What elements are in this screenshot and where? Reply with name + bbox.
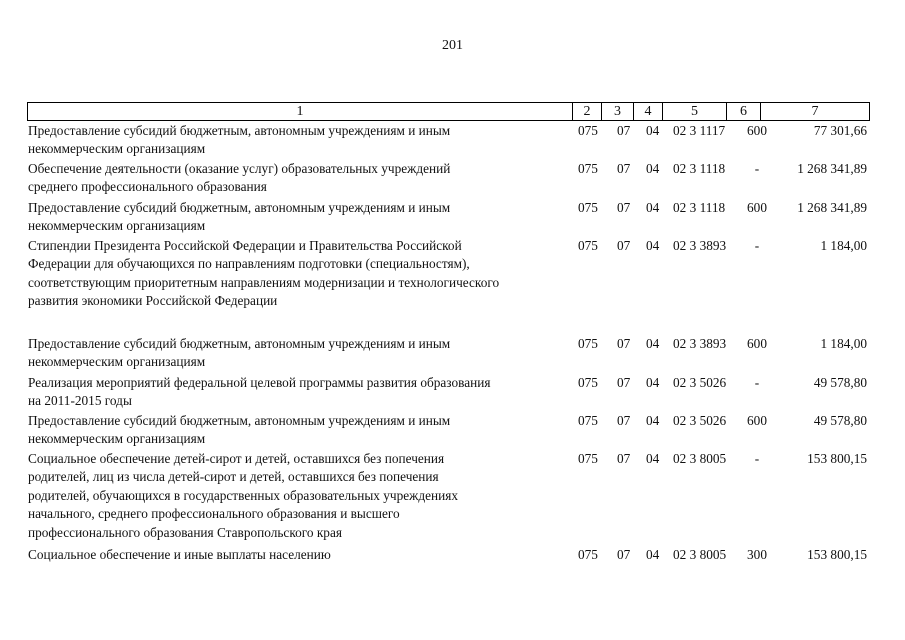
table-row bbox=[0, 122, 905, 160]
row-target-code: 02 3 1118 bbox=[673, 161, 726, 176]
row-section: 07 bbox=[617, 123, 631, 138]
row-amount: 1 268 341,89 bbox=[797, 161, 867, 176]
table-row bbox=[0, 450, 905, 546]
row-description: Социальное обеспечение детей-сирот и детей, оставшихся без попечения родителей, лиц из числа детей-сирот и детей, оставшихся без попечения родителей, обучающихся в государственных образовательных учреждениях начального, среднего профессионального образования и высшего профессионального образования Ставропольского края bbox=[28, 451, 458, 540]
row-amount: 153 800,15 bbox=[807, 451, 867, 466]
table-row bbox=[0, 374, 905, 412]
row-target-code: 02 3 5026 bbox=[673, 413, 727, 428]
row-section: 07 bbox=[617, 161, 631, 176]
row-expense-type: - bbox=[754, 451, 760, 466]
row-expense-type: 600 bbox=[747, 123, 767, 138]
table-body bbox=[0, 122, 905, 566]
row-description: Предоставление субсидий бюджетным, автономным учреждениям и иным некоммерческим организациям bbox=[28, 336, 451, 370]
row-section: 07 bbox=[617, 238, 631, 253]
page-number: 201 bbox=[442, 38, 463, 53]
row-ministry-code: 075 bbox=[578, 336, 598, 351]
row-target-code: 02 3 8005 bbox=[673, 547, 727, 562]
row-ministry-code: 075 bbox=[578, 375, 598, 390]
row-amount: 49 578,80 bbox=[813, 375, 867, 390]
row-description: Социальное обеспечение и иные выплаты населению bbox=[28, 547, 331, 562]
row-target-code: 02 3 5026 bbox=[673, 375, 727, 390]
row-subsection: 04 bbox=[646, 336, 660, 351]
row-target-code: 02 3 8005 bbox=[673, 451, 727, 466]
table-row bbox=[0, 335, 905, 374]
row-target-code: 02 3 1118 bbox=[673, 200, 726, 215]
row-section: 07 bbox=[617, 413, 631, 428]
header-col-2: 2 bbox=[573, 103, 602, 120]
row-amount: 1 184,00 bbox=[820, 336, 867, 351]
row-ministry-code: 075 bbox=[578, 123, 598, 138]
header-col-3: 3 bbox=[602, 103, 634, 120]
row-subsection: 04 bbox=[646, 238, 660, 253]
row-description: Реализация мероприятий федеральной целевой программы развития образования на 2011-2015 годы bbox=[28, 375, 491, 409]
table-row bbox=[0, 160, 905, 199]
row-section: 07 bbox=[617, 336, 631, 351]
row-subsection: 04 bbox=[646, 200, 660, 215]
table-row bbox=[0, 412, 905, 450]
row-section: 07 bbox=[617, 375, 631, 390]
row-description: Предоставление субсидий бюджетным, автономным учреждениям и иным некоммерческим организациям bbox=[28, 123, 451, 157]
row-amount: 49 578,80 bbox=[813, 413, 867, 428]
row-amount: 1 268 341,89 bbox=[797, 200, 867, 215]
row-target-code: 02 3 1117 bbox=[673, 123, 726, 138]
table-row bbox=[0, 199, 905, 237]
table-header bbox=[27, 102, 870, 121]
row-subsection: 04 bbox=[646, 375, 660, 390]
row-expense-type: - bbox=[754, 375, 760, 390]
row-description: Стипендии Президента Российской Федерации и Правительства Российской Федерации для обучающихся по направлениям подготовки (специальностям), соответствующим приоритетным направлениям модернизации и технологического развития экономики Российской Федерации bbox=[28, 238, 500, 309]
row-subsection: 04 bbox=[646, 547, 660, 562]
row-ministry-code: 075 bbox=[578, 200, 598, 215]
row-description: Обеспечение деятельности (оказание услуг) образовательных учреждений среднего профессионального образования bbox=[28, 161, 451, 195]
row-section: 07 bbox=[617, 547, 631, 562]
header-col-5: 5 bbox=[663, 103, 727, 120]
row-target-code: 02 3 3893 bbox=[673, 336, 727, 351]
row-expense-type: 600 bbox=[747, 336, 767, 351]
row-section: 07 bbox=[617, 451, 631, 466]
row-subsection: 04 bbox=[646, 413, 660, 428]
header-col-4: 4 bbox=[634, 103, 663, 120]
row-ministry-code: 075 bbox=[578, 161, 598, 176]
header-col-1: 1 bbox=[28, 103, 573, 120]
row-expense-type: 600 bbox=[747, 413, 767, 428]
row-section: 07 bbox=[617, 200, 631, 215]
row-subsection: 04 bbox=[646, 451, 660, 466]
row-ministry-code: 075 bbox=[578, 238, 598, 253]
header-col-6: 6 bbox=[727, 103, 761, 120]
row-target-code: 02 3 3893 bbox=[673, 238, 727, 253]
row-description: Предоставление субсидий бюджетным, автономным учреждениям и иным некоммерческим организациям bbox=[28, 413, 451, 447]
row-subsection: 04 bbox=[646, 123, 660, 138]
row-expense-type: 600 bbox=[747, 200, 767, 215]
row-ministry-code: 075 bbox=[578, 413, 598, 428]
table-row bbox=[0, 546, 905, 566]
header-col-7: 7 bbox=[811, 104, 819, 119]
row-amount: 1 184,00 bbox=[820, 238, 867, 253]
row-ministry-code: 075 bbox=[578, 451, 598, 466]
table-row bbox=[0, 237, 905, 335]
row-expense-type: 300 bbox=[747, 547, 767, 562]
row-expense-type: - bbox=[754, 161, 760, 176]
row-expense-type: - bbox=[754, 238, 760, 253]
row-subsection: 04 bbox=[646, 161, 660, 176]
row-description: Предоставление субсидий бюджетным, автономным учреждениям и иным некоммерческим организациям bbox=[28, 200, 451, 234]
row-amount: 77 301,66 bbox=[813, 123, 867, 138]
row-ministry-code: 075 bbox=[578, 547, 598, 562]
row-amount: 153 800,15 bbox=[807, 547, 867, 562]
